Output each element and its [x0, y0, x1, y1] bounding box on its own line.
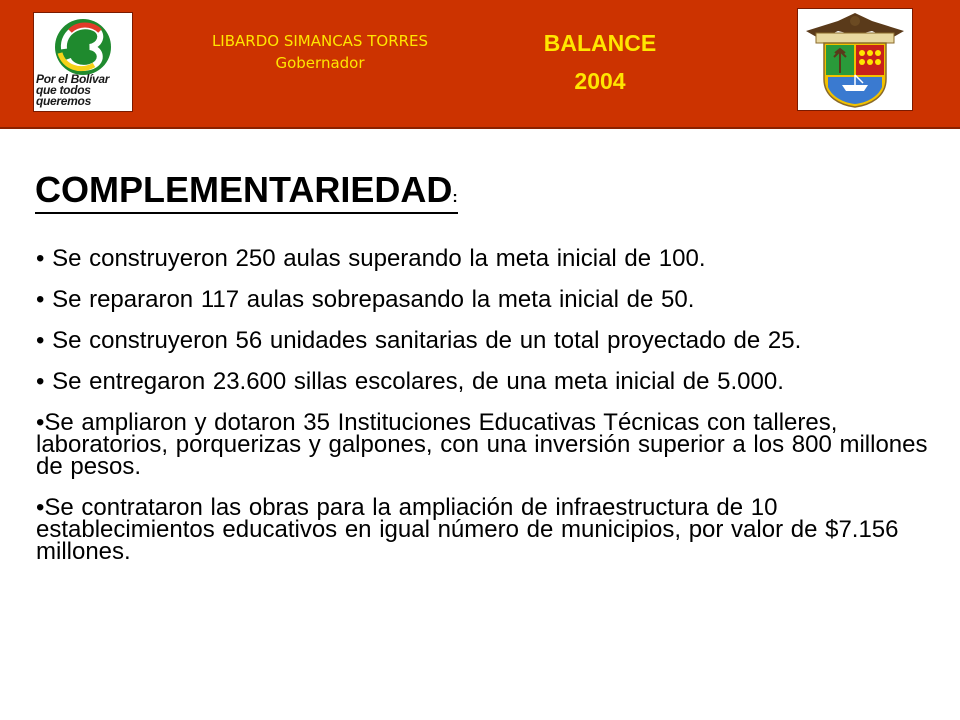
slide-title-colon: : [452, 189, 458, 206]
report-year: 2004 [574, 68, 626, 94]
list-item: • Se construyeron 56 unidades sanitarias de un total proyectado de 25. [36, 327, 802, 354]
list-item: •Se ampliaron y dotaron 35 Instituciones Educativas Técnicas con talleres, laboratorios, porquerizas y galpones, con una inversión superior a los 800 millones de pesos. [36, 409, 928, 480]
coat-of-arms-graphic [798, 9, 912, 110]
slide-title-text: COMPLEMENTARIEDAD [35, 169, 453, 210]
list-item: • Se entregaron 23.600 sillas escolares, de una meta inicial de 5.000. [36, 368, 784, 395]
party-slogan-line3: queremos [36, 94, 91, 108]
party-slogan [36, 74, 109, 107]
party-slogan-line1: Por el Bolívar [36, 72, 110, 86]
governor-title: Gobernador [275, 54, 365, 72]
governor-name: LIBARDO SIMANCAS TORRES [211, 32, 429, 50]
report-label: BALANCE [543, 30, 657, 56]
list-item: •Se contrataron las obras para la ampliación de infraestructura de 10 establecimientos educativos en igual número de municipios, por valor de $7.156 millones. [36, 494, 899, 565]
bullet-list [36, 245, 931, 582]
header-banner [0, 0, 960, 129]
party-slogan-line2: que todos [36, 83, 91, 97]
list-item: • Se repararon 117 aulas sobrepasando la meta inicial de 50. [36, 286, 695, 313]
coat-of-arms-icon [797, 8, 913, 111]
bolivar-party-logo-icon [33, 12, 133, 112]
slide-title [35, 168, 458, 214]
list-item: • Se construyeron 250 aulas superando la meta inicial de 100. [36, 245, 706, 272]
